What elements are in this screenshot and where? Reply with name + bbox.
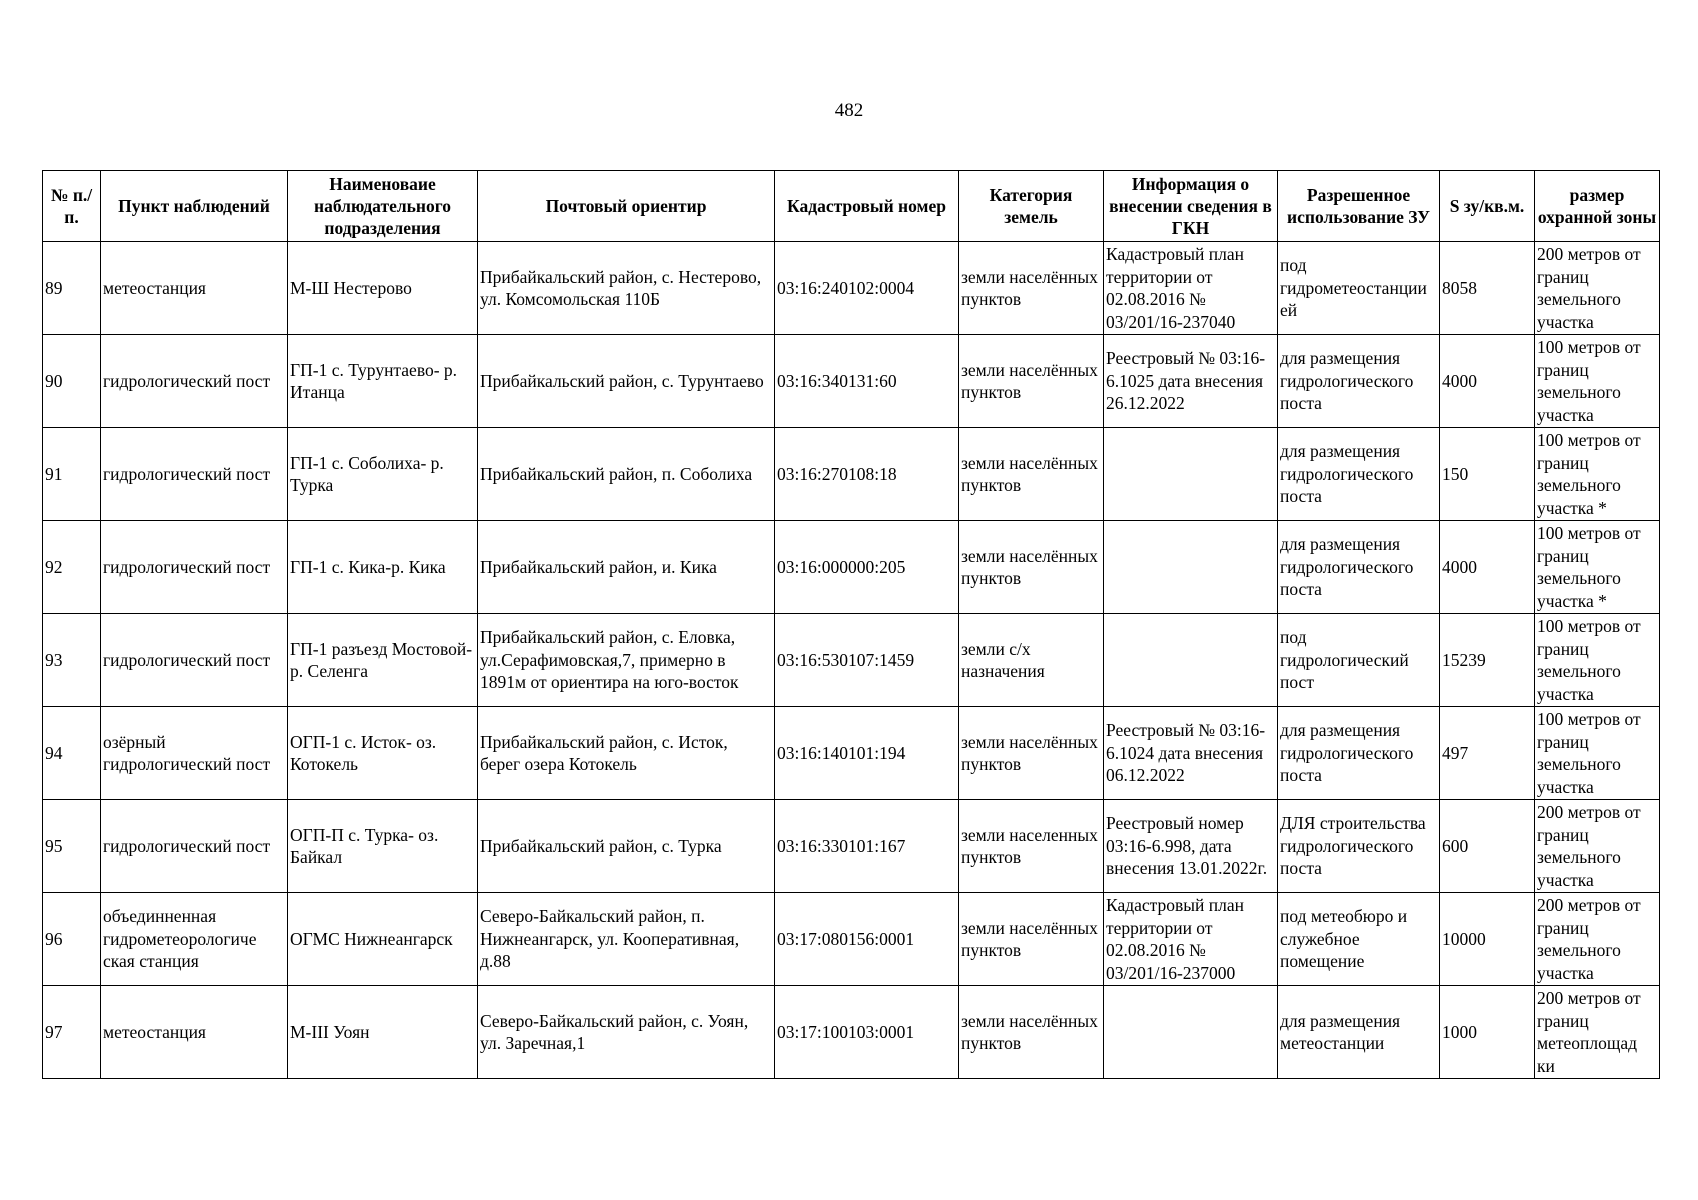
header-use: Разрешенное использование ЗУ xyxy=(1278,171,1440,242)
cell-zone: 200 метров от границ земельного участка xyxy=(1535,242,1660,335)
cell-cadastral: 03:16:140101:194 xyxy=(775,707,959,800)
cell-category: земли населённых пунктов xyxy=(959,428,1104,521)
cell-cadastral: 03:16:530107:1459 xyxy=(775,614,959,707)
cell-num: 95 xyxy=(43,800,101,893)
cell-point: озёрный гидрологический пост xyxy=(101,707,288,800)
cell-cadastral: 03:17:080156:0001 xyxy=(775,893,959,986)
cell-cadastral: 03:16:330101:167 xyxy=(775,800,959,893)
cell-category: земли с/х назначения xyxy=(959,614,1104,707)
observation-points-table xyxy=(42,170,1660,1079)
cell-unit: М-III Уоян xyxy=(288,986,478,1079)
cell-unit: ГП-1 с. Кика-р. Кика xyxy=(288,521,478,614)
cell-area: 4000 xyxy=(1440,335,1535,428)
cell-num: 94 xyxy=(43,707,101,800)
cell-category: земли населенных пунктов xyxy=(959,800,1104,893)
cell-category: земли населённых пунктов xyxy=(959,335,1104,428)
cell-address: Прибайкальский район, с. Турка xyxy=(478,800,775,893)
header-point: Пункт наблюдений xyxy=(101,171,288,242)
header-zone: размер охранной зоны xyxy=(1535,171,1660,242)
cell-address: Северо-Байкальский район, с. Уоян, ул. Заречная,1 xyxy=(478,986,775,1079)
cell-info: Реестровый № 03:16-6.1024 дата внесения 06.12.2022 xyxy=(1104,707,1278,800)
cell-use: для размещения гидрологического поста xyxy=(1278,335,1440,428)
cell-use: для размещения гидрологического поста xyxy=(1278,521,1440,614)
table-row xyxy=(43,242,1660,335)
cell-category: земли населённых пунктов xyxy=(959,242,1104,335)
cell-num: 90 xyxy=(43,335,101,428)
cell-category: земли населённых пунктов xyxy=(959,521,1104,614)
cell-zone: 200 метров от границ земельного участка xyxy=(1535,800,1660,893)
cell-use: под гидрометеостанции ей xyxy=(1278,242,1440,335)
table-row xyxy=(43,707,1660,800)
header-unit: Наименоваие наблюдательного подразделения xyxy=(288,171,478,242)
cell-area: 497 xyxy=(1440,707,1535,800)
cell-zone: 100 метров от границ земельного участка xyxy=(1535,614,1660,707)
page-number: 482 xyxy=(834,100,864,121)
header-row xyxy=(43,171,1660,242)
cell-use: для размещения метеостанции xyxy=(1278,986,1440,1079)
cell-info xyxy=(1104,428,1278,521)
header-address: Почтовый ориентир xyxy=(478,171,775,242)
cell-point: гидрологический пост xyxy=(101,614,288,707)
cell-point: гидрологический пост xyxy=(101,335,288,428)
cell-zone: 200 метров от границ метеоплощад ки xyxy=(1535,986,1660,1079)
table-row xyxy=(43,614,1660,707)
cell-zone: 100 метров от границ земельного участка * xyxy=(1535,428,1660,521)
cell-use: под гидрологический пост xyxy=(1278,614,1440,707)
table-row xyxy=(43,521,1660,614)
cell-area: 10000 xyxy=(1440,893,1535,986)
cell-unit: М-Ш Нестерово xyxy=(288,242,478,335)
cell-category: земли населённых пунктов xyxy=(959,893,1104,986)
cell-category: земли населённых пунктов xyxy=(959,707,1104,800)
cell-use: под метеобюро и служебное помещение xyxy=(1278,893,1440,986)
table-header xyxy=(43,171,1660,242)
table-row xyxy=(43,428,1660,521)
cell-point: гидрологический пост xyxy=(101,800,288,893)
cell-info xyxy=(1104,521,1278,614)
cell-area: 600 xyxy=(1440,800,1535,893)
cell-address: Прибайкальский район, с. Еловка, ул.Серафимовская,7, примерно в 1891м от ориентира на юго-восток xyxy=(478,614,775,707)
cell-cadastral: 03:16:270108:18 xyxy=(775,428,959,521)
cell-area: 8058 xyxy=(1440,242,1535,335)
cell-area: 1000 xyxy=(1440,986,1535,1079)
cell-use: ДЛЯ строительства гидрологического поста xyxy=(1278,800,1440,893)
cell-address: Прибайкальский район, с. Турунтаево xyxy=(478,335,775,428)
cell-area: 4000 xyxy=(1440,521,1535,614)
cell-unit: ГП-1 с. Турунтаево- р. Итанца xyxy=(288,335,478,428)
cell-address: Прибайкальский район, с. Нестерово, ул. Комсомольская 110Б xyxy=(478,242,775,335)
header-info: Информация о внесении сведения в ГКН xyxy=(1104,171,1278,242)
header-num: № п./п. xyxy=(43,171,101,242)
cell-category: земли населённых пунктов xyxy=(959,986,1104,1079)
cell-area: 150 xyxy=(1440,428,1535,521)
cell-cadastral: 03:17:100103:0001 xyxy=(775,986,959,1079)
cell-unit: ОГП-1 с. Исток- оз. Котокель xyxy=(288,707,478,800)
cell-use: для размещения гидрологического поста xyxy=(1278,428,1440,521)
table-row xyxy=(43,893,1660,986)
cell-point: гидрологический пост xyxy=(101,428,288,521)
cell-cadastral: 03:16:000000:205 xyxy=(775,521,959,614)
cell-address: Прибайкальский район, п. Соболиха xyxy=(478,428,775,521)
table-row xyxy=(43,800,1660,893)
table-row xyxy=(43,335,1660,428)
cell-info xyxy=(1104,614,1278,707)
cell-unit: ОГМС Нижнеангарск xyxy=(288,893,478,986)
cell-cadastral: 03:16:240102:0004 xyxy=(775,242,959,335)
cell-unit: ГП-1 разъезд Мостовой-р. Селенга xyxy=(288,614,478,707)
cell-point: объединненная гидрометеорологиче ская станция xyxy=(101,893,288,986)
cell-point: гидрологический пост xyxy=(101,521,288,614)
cell-area: 15239 xyxy=(1440,614,1535,707)
table-body xyxy=(43,242,1660,1079)
header-area: S зу/кв.м. xyxy=(1440,171,1535,242)
cell-info: Реестровый № 03:16-6.1025 дата внесения 26.12.2022 xyxy=(1104,335,1278,428)
cell-info: Реестровый номер 03:16-6.998, дата внесения 13.01.2022г. xyxy=(1104,800,1278,893)
header-cadastral: Кадастровый номер xyxy=(775,171,959,242)
header-category: Категория земель xyxy=(959,171,1104,242)
cell-unit: ОГП-П с. Турка- оз. Байкал xyxy=(288,800,478,893)
cell-num: 89 xyxy=(43,242,101,335)
cell-num: 96 xyxy=(43,893,101,986)
cell-unit: ГП-1 с. Соболиха- р. Турка xyxy=(288,428,478,521)
cell-num: 92 xyxy=(43,521,101,614)
cell-zone: 100 метров от границ земельного участка xyxy=(1535,707,1660,800)
cell-zone: 100 метров от границ земельного участка * xyxy=(1535,521,1660,614)
cell-zone: 200 метров от границ земельного участка xyxy=(1535,893,1660,986)
cell-info: Кадастровый план территории от 02.08.2016 № 03/201/16-237000 xyxy=(1104,893,1278,986)
cell-address: Прибайкальский район, и. Кика xyxy=(478,521,775,614)
cell-zone: 100 метров от границ земельного участка xyxy=(1535,335,1660,428)
cell-info: Кадастровый план территории от 02.08.2016 № 03/201/16-237040 xyxy=(1104,242,1278,335)
cell-point: метеостанция xyxy=(101,986,288,1079)
cell-info xyxy=(1104,986,1278,1079)
cell-num: 93 xyxy=(43,614,101,707)
cell-num: 91 xyxy=(43,428,101,521)
table-row xyxy=(43,986,1660,1079)
cell-use: для размещения гидрологического поста xyxy=(1278,707,1440,800)
cell-address: Прибайкальский район, с. Исток, берег озера Котокель xyxy=(478,707,775,800)
cell-point: метеостанция xyxy=(101,242,288,335)
cell-num: 97 xyxy=(43,986,101,1079)
cell-address: Северо-Байкальский район, п. Нижнеангарск, ул. Кооперативная, д.88 xyxy=(478,893,775,986)
cell-cadastral: 03:16:340131:60 xyxy=(775,335,959,428)
